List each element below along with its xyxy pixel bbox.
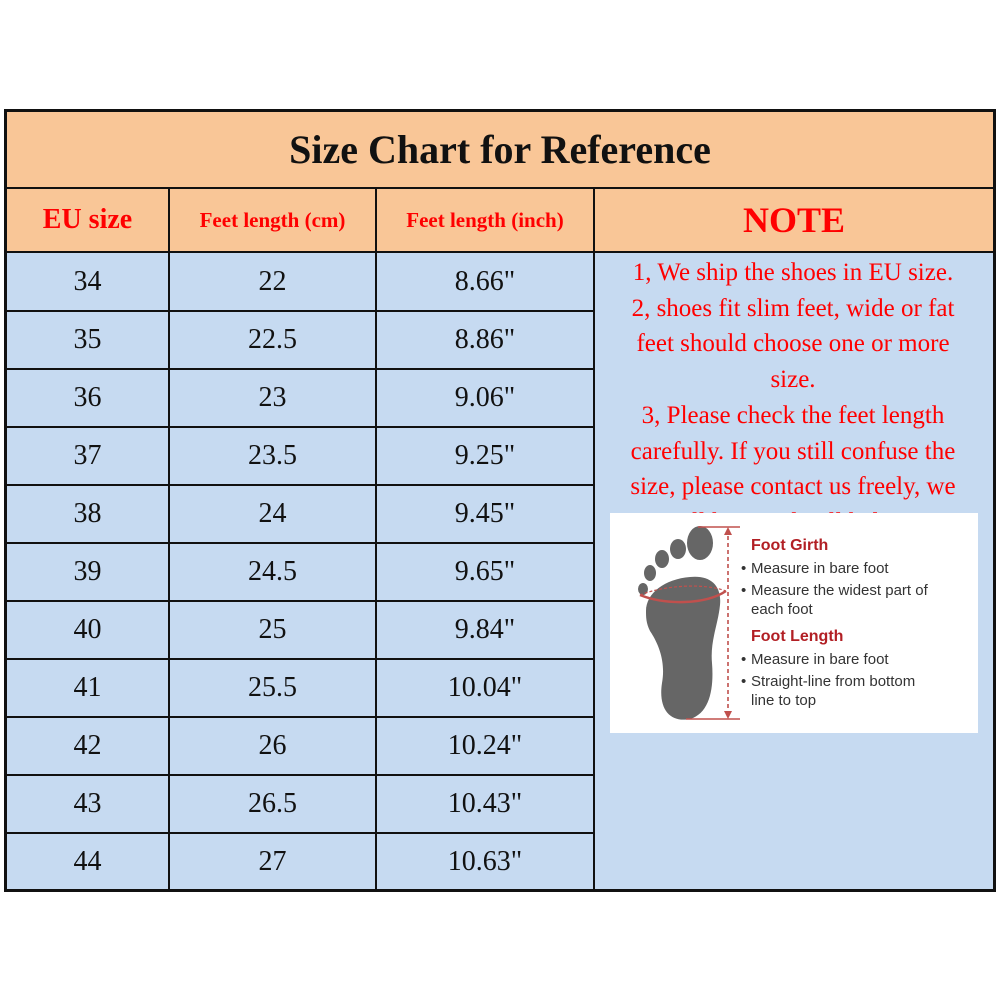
foot-length-item-text: Straight-line from bottom: [751, 673, 916, 690]
foot-girth-item: • Measure in bare foot: [741, 560, 889, 577]
note-text: [597, 255, 989, 541]
cell-feet-length-cm: 27: [258, 846, 287, 877]
cell-feet-length-cm: 26.5: [248, 788, 297, 819]
cell-eu-size: 35: [73, 324, 102, 355]
note-line: 3, Please check the feet length: [641, 401, 945, 429]
foot-girth-item-text: each foot: [751, 601, 813, 618]
cell-feet-length-inch: 10.63": [447, 846, 523, 877]
cell-feet-length-inch: 10.04": [447, 672, 523, 703]
cell-eu-size: 39: [73, 556, 102, 587]
note-line: carefully. If you still confuse the: [630, 437, 956, 465]
cell-feet-length-inch: 9.06": [454, 382, 516, 413]
header-feet-length-inch: Feet length (inch): [377, 189, 593, 253]
cell-eu-size: 38: [73, 498, 102, 529]
note-line: size.: [770, 366, 816, 394]
header-note: NOTE: [595, 189, 993, 253]
cell-feet-length-cm: 22.5: [248, 324, 297, 355]
size-chart-table: [4, 109, 996, 892]
foot-length-item: • Measure in bare foot: [741, 651, 889, 668]
cell-feet-length-inch: 8.86": [454, 324, 516, 355]
cell-eu-size: 42: [73, 730, 102, 761]
cell-eu-size: 40: [73, 614, 102, 645]
foot-measure-guide: [610, 513, 978, 733]
chart-title: Size Chart for Reference: [289, 127, 711, 172]
foot-girth-item: [751, 600, 813, 619]
cell-feet-length-inch: 9.25": [454, 440, 516, 471]
foot-girth-item-text: Measure the widest part of: [751, 582, 928, 599]
foot-length-item: [751, 691, 816, 710]
note-line: 2, shoes fit slim feet, wide or fat: [631, 294, 955, 322]
cell-feet-length-inch: 9.45": [454, 498, 516, 529]
cell-feet-length-cm: 24: [258, 498, 287, 529]
foot-length-item: • Straight-line from bottom: [741, 673, 916, 690]
cell-feet-length-cm: 23: [258, 382, 287, 413]
header-feet-length-cm: Feet length (cm): [170, 189, 375, 253]
cell-eu-size: 43: [73, 788, 102, 819]
column-divider: [593, 189, 595, 889]
cell-eu-size: 44: [73, 846, 102, 877]
cell-feet-length-inch: 8.66": [454, 266, 516, 297]
cell-eu-size: 37: [73, 440, 102, 471]
cell-feet-length-cm: 22: [258, 266, 287, 297]
cell-feet-length-cm: 24.5: [248, 556, 297, 587]
cell-feet-length-inch: 10.43": [447, 788, 523, 819]
foot-length-item-text: Measure in bare foot: [751, 651, 889, 668]
foot-girth-item: • Measure the widest part of: [741, 582, 928, 599]
cell-eu-size: 36: [73, 382, 102, 413]
cell-feet-length-cm: 23.5: [248, 440, 297, 471]
cell-feet-length-inch: 9.65": [454, 556, 516, 587]
cell-feet-length-cm: 26: [258, 730, 287, 761]
chart-title-row: [7, 112, 993, 189]
foot-girth-title: Foot Girth: [751, 537, 829, 554]
note-line: feet should choose one or more: [636, 330, 950, 358]
foot-length-title: Foot Length: [751, 628, 844, 645]
cell-eu-size: 34: [73, 266, 102, 297]
cell-feet-length-cm: 25: [258, 614, 287, 645]
foot-length-item-text: line to top: [751, 692, 817, 709]
cell-eu-size: 41: [73, 672, 102, 703]
cell-feet-length-inch: 10.24": [447, 730, 523, 761]
header-eu-size: EU size: [7, 189, 168, 253]
cell-feet-length-inch: 9.84": [454, 614, 516, 645]
foot-girth-item-text: Measure in bare foot: [751, 560, 889, 577]
note-line: 1, We ship the shoes in EU size.: [632, 259, 954, 286]
cell-feet-length-cm: 25.5: [248, 672, 297, 703]
note-line: size, please contact us freely, we: [630, 473, 956, 501]
